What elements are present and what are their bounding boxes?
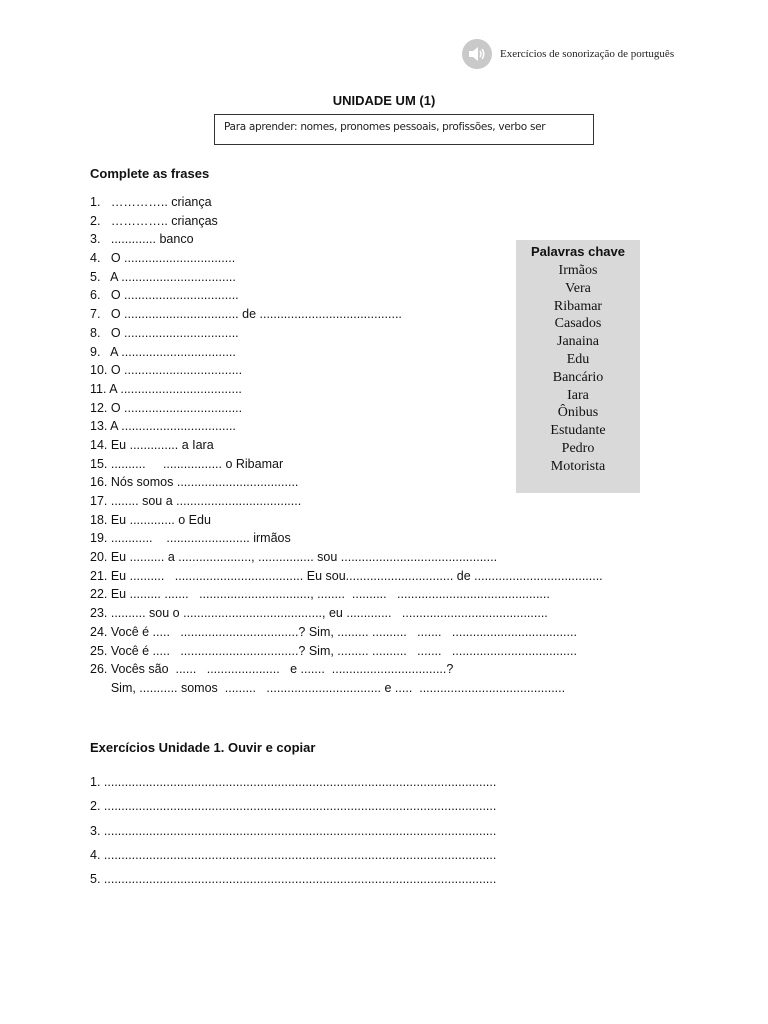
section-title-copy: Exercícios Unidade 1. Ouvir e copiar — [90, 740, 316, 755]
keywords-box — [516, 240, 640, 493]
exercise-item: 8. O ................................. — [90, 325, 239, 340]
keyword-item: Casados — [554, 316, 602, 332]
exercise-item: 20. Eu .......... a ....................., ................ sou ............................................. — [90, 550, 498, 565]
exercise-item: Sim, ........... somos ......... ................................. e ..... .......................................... — [90, 680, 566, 695]
keyword-item: Ribamar — [553, 298, 603, 314]
keyword-item: Bancário — [552, 369, 604, 385]
exercise-item: 24. Você é ..... ..................................? Sim, ......... .......... ....... .................................... — [90, 624, 577, 639]
exercise-item: 25. Você é ..... ..................................? Sim, ......... .......... ....... .................................... — [90, 643, 577, 658]
exercise-item: 2. ………….. crianças — [90, 213, 218, 228]
copy-line: 5. ................................................................................................................. — [90, 872, 497, 887]
exercise-item: 1. ………….. criança — [90, 195, 212, 209]
keywords-title: Palavras chave — [531, 244, 625, 259]
keyword-item: Vera — [565, 280, 591, 296]
exercise-item: 14. Eu .............. a Iara — [90, 437, 214, 452]
copy-line: 3. ................................................................................................................. — [90, 823, 497, 838]
learning-goals-box: Para aprender: nomes, pronomes pessoais, profissões, verbo ser — [214, 114, 594, 145]
keyword-item: Edu — [566, 351, 590, 367]
exercise-item: 3. ............. banco — [90, 232, 194, 247]
exercise-item: 23. .......... sou o ........................................, eu ............. .......................................... — [90, 606, 548, 621]
unit-title: UNIDADE UM (1) — [332, 93, 436, 108]
exercise-item: 12. O .................................. — [90, 400, 243, 415]
exercise-item: 18. Eu ............. o Edu — [90, 512, 211, 527]
speaker-icon[interactable] — [462, 39, 492, 69]
keyword-item: Ônibus — [557, 405, 599, 421]
keyword-item: Pedro — [561, 440, 595, 456]
exercise-item: 4. O ................................ — [90, 251, 236, 266]
exercise-item: 16. Nós somos ................................... — [90, 475, 299, 490]
copy-line: 2. ................................................................................................................. — [90, 799, 497, 814]
exercise-item: 13. A ................................. — [90, 419, 236, 434]
exercise-item: 11. A ................................... — [90, 381, 242, 396]
exercise-item: 22. Eu ......... ....... ................................, ........ .......... ............................................ — [90, 587, 550, 602]
keyword-item: Iara — [567, 387, 589, 403]
copy-line: 1. ................................................................................................................. — [90, 775, 497, 789]
keyword-item: Motorista — [550, 458, 606, 474]
keyword-item: Janaina — [557, 334, 599, 350]
exercise-item: 5. A ................................. — [90, 269, 236, 284]
exercise-item: 26. Vocês são ...... ..................... e ....... .................................? — [90, 662, 454, 677]
copy-line: 4. ................................................................................................................. — [90, 847, 497, 862]
exercise-item: 7. O ................................. de ......................................... — [90, 307, 402, 322]
exercise-item: 19. ............ ........................ irmãos — [90, 531, 291, 546]
exercise-item: 10. O .................................. — [90, 363, 243, 378]
exercise-item: 6. O ................................. — [90, 288, 239, 303]
exercise-item: 9. A ................................. — [90, 344, 236, 359]
keywords-list — [516, 262, 640, 476]
exercise-item: 15. .......... ................. o Ribamar — [90, 456, 284, 471]
exercise-item: 17. ........ sou a .................................... — [90, 494, 302, 508]
keyword-item: Estudante — [550, 423, 606, 439]
keyword-item: Irmãos — [558, 263, 598, 278]
header-text: Exercícios de sonorização de português — [500, 48, 675, 60]
copy-list — [90, 770, 496, 891]
exercise-item: 21. Eu .......... ..................................... Eu sou............................... de ..................................... — [90, 568, 603, 583]
page-header — [462, 38, 752, 70]
section-title-complete: Complete as frases — [90, 166, 210, 181]
